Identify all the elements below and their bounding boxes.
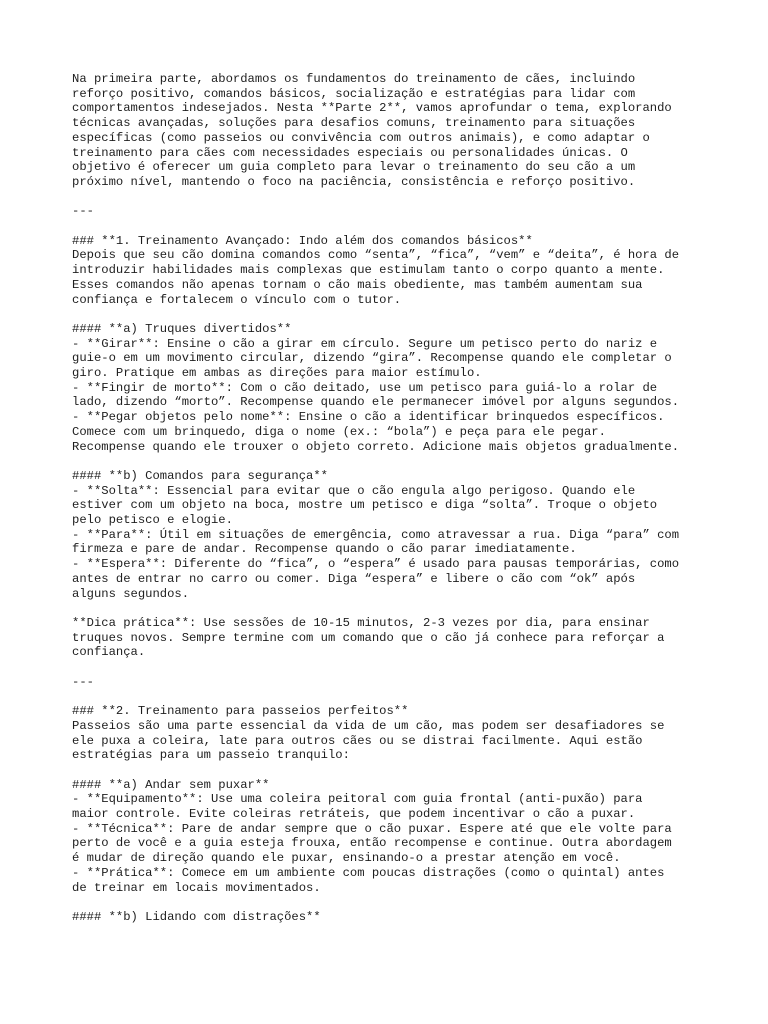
text-line: ### **1. Treinamento Avançado: Indo além dos comandos básicos** [72, 233, 533, 248]
text-line: - **Equipamento**: Use uma coleira peitoral com guia frontal (anti-puxão) para [72, 792, 643, 807]
text-line: treinamento para cães com necessidades especiais ou personalidades únicas. O [72, 145, 628, 160]
text-line: confiança. [72, 645, 146, 660]
paragraph [72, 675, 712, 690]
paragraph [72, 910, 712, 925]
paragraph-gap [72, 219, 712, 234]
text-line: #### **b) Comandos para segurança** [72, 468, 328, 483]
text-line: - **Pegar objetos pelo nome**: Ensine o cão a identificar brinquedos específicos. [72, 410, 665, 425]
text-line: introduzir habilidades mais complexas que estimulam tanto o corpo quanto a mente. [72, 263, 665, 278]
document-body [72, 72, 712, 925]
text-line: próximo nível, mantendo o foco na paciência, consistência e reforço positivo. [72, 174, 636, 189]
paragraph-gap [72, 454, 712, 469]
text-line: #### **a) Truques divertidos** [72, 321, 292, 336]
text-line: - **Prática**: Comece em um ambiente com poucas distrações (como o quintal) antes [72, 865, 665, 880]
paragraph [72, 778, 712, 896]
paragraph [72, 704, 712, 763]
paragraph [72, 616, 712, 660]
paragraph-gap [72, 763, 712, 778]
paragraph [72, 234, 712, 308]
paragraph-gap [72, 307, 712, 322]
text-line: guie-o em um movimento circular, dizendo “gira”. Recompense quando ele completar o [72, 351, 672, 366]
text-line: é mudar de direção quando ele puxar, ensinando-o a prestar atenção em você. [72, 851, 621, 866]
paragraph-gap [72, 190, 712, 205]
paragraph-gap [72, 601, 712, 616]
text-line: estiver com um objeto na boca, mostre um petisco e diga “solta”. Troque o objeto [72, 498, 658, 513]
text-line: maior controle. Evite coleiras retráteis, que podem incentivar o cão a puxar. [72, 807, 636, 822]
text-line: **Dica prática**: Use sessões de 10-15 minutos, 2-3 vezes por dia, para ensinar [72, 615, 650, 630]
text-line: #### **b) Lidando com distrações** [72, 909, 321, 924]
text-line: comportamentos indesejados. Nesta **Parte 2**, vamos aprofundar o tema, explorando [72, 101, 672, 116]
text-line: - **Para**: Útil em situações de emergência, como atravessar a rua. Diga “para” com [72, 527, 680, 542]
text-line: ### **2. Treinamento para passeios perfeitos** [72, 704, 409, 719]
text-line: - **Girar**: Ensine o cão a girar em círculo. Segure um petisco perto do nariz e [72, 336, 658, 351]
text-line: lado, dizendo “morto”. Recompense quando ele permanecer imóvel por alguns segundos. [72, 395, 680, 410]
paragraph [72, 204, 712, 219]
text-line: técnicas avançadas, soluções para desafios comuns, treinamento para situações [72, 116, 636, 131]
text-line: Comece com um brinquedo, diga o nome (ex.: “bola”) e peça para ele pegar. [72, 424, 606, 439]
text-line: pelo petisco e elogie. [72, 513, 233, 528]
text-line: reforço positivo, comandos básicos, socialização e estratégias para lidar com [72, 86, 636, 101]
text-line: específicas (como passeios ou convivência com outros animais), e como adaptar o [72, 130, 650, 145]
text-line: de treinar em locais movimentados. [72, 880, 321, 895]
text-line: - **Fingir de morto**: Com o cão deitado, use um petisco para guiá-lo a rolar de [72, 380, 658, 395]
paragraph-gap [72, 660, 712, 675]
text-line: Esses comandos não apenas tornam o cão mais obediente, mas também aumentam sua [72, 277, 643, 292]
text-line: truques novos. Sempre termine com um comando que o cão já conhece para reforçar a [72, 630, 665, 645]
text-line: - **Solta**: Essencial para evitar que o cão engula algo perigoso. Quando ele [72, 483, 636, 498]
text-line: perto de você e a guia esteja frouxa, então recompense e continue. Outra abordagem [72, 836, 672, 851]
text-line: ele puxa a coleira, late para outros cães ou se distrai facilmente. Aqui estão [72, 733, 643, 748]
paragraph-gap [72, 689, 712, 704]
text-line: - **Técnica**: Pare de andar sempre que o cão puxar. Espere até que ele volte para [72, 821, 672, 836]
text-line: Depois que seu cão domina comandos como “senta”, “fica”, “vem” e “deita”, é hora de [72, 248, 680, 263]
text-line: estratégias para um passeio tranquilo: [72, 748, 350, 763]
text-line: confiança e fortalecem o vínculo com o tutor. [72, 292, 402, 307]
paragraph [72, 322, 712, 454]
text-line: Na primeira parte, abordamos os fundamentos do treinamento de cães, incluindo [72, 72, 636, 86]
paragraph [72, 469, 712, 601]
paragraph-gap [72, 895, 712, 910]
text-line: alguns segundos. [72, 586, 190, 601]
text-line: Recompense quando ele trouxer o objeto correto. Adicione mais objetos gradualmente. [72, 439, 680, 454]
text-line: --- [72, 204, 94, 219]
text-line: - **Espera**: Diferente do “fica”, o “espera” é usado para pausas temporárias, como [72, 557, 680, 572]
text-line: firmeza e pare de andar. Recompense quando o cão parar imediatamente. [72, 542, 577, 557]
text-line: antes de entrar no carro ou comer. Diga “espera” e libere o cão com “ok” após [72, 571, 636, 586]
text-line: giro. Pratique em ambas as direções para maior estímulo. [72, 366, 482, 381]
text-line: Passeios são uma parte essencial da vida de um cão, mas podem ser desafiadores se [72, 718, 665, 733]
paragraph [72, 72, 712, 190]
text-line: objetivo é oferecer um guia completo para levar o treinamento do seu cão a um [72, 160, 636, 175]
text-line: --- [72, 674, 94, 689]
text-line: #### **a) Andar sem puxar** [72, 777, 270, 792]
